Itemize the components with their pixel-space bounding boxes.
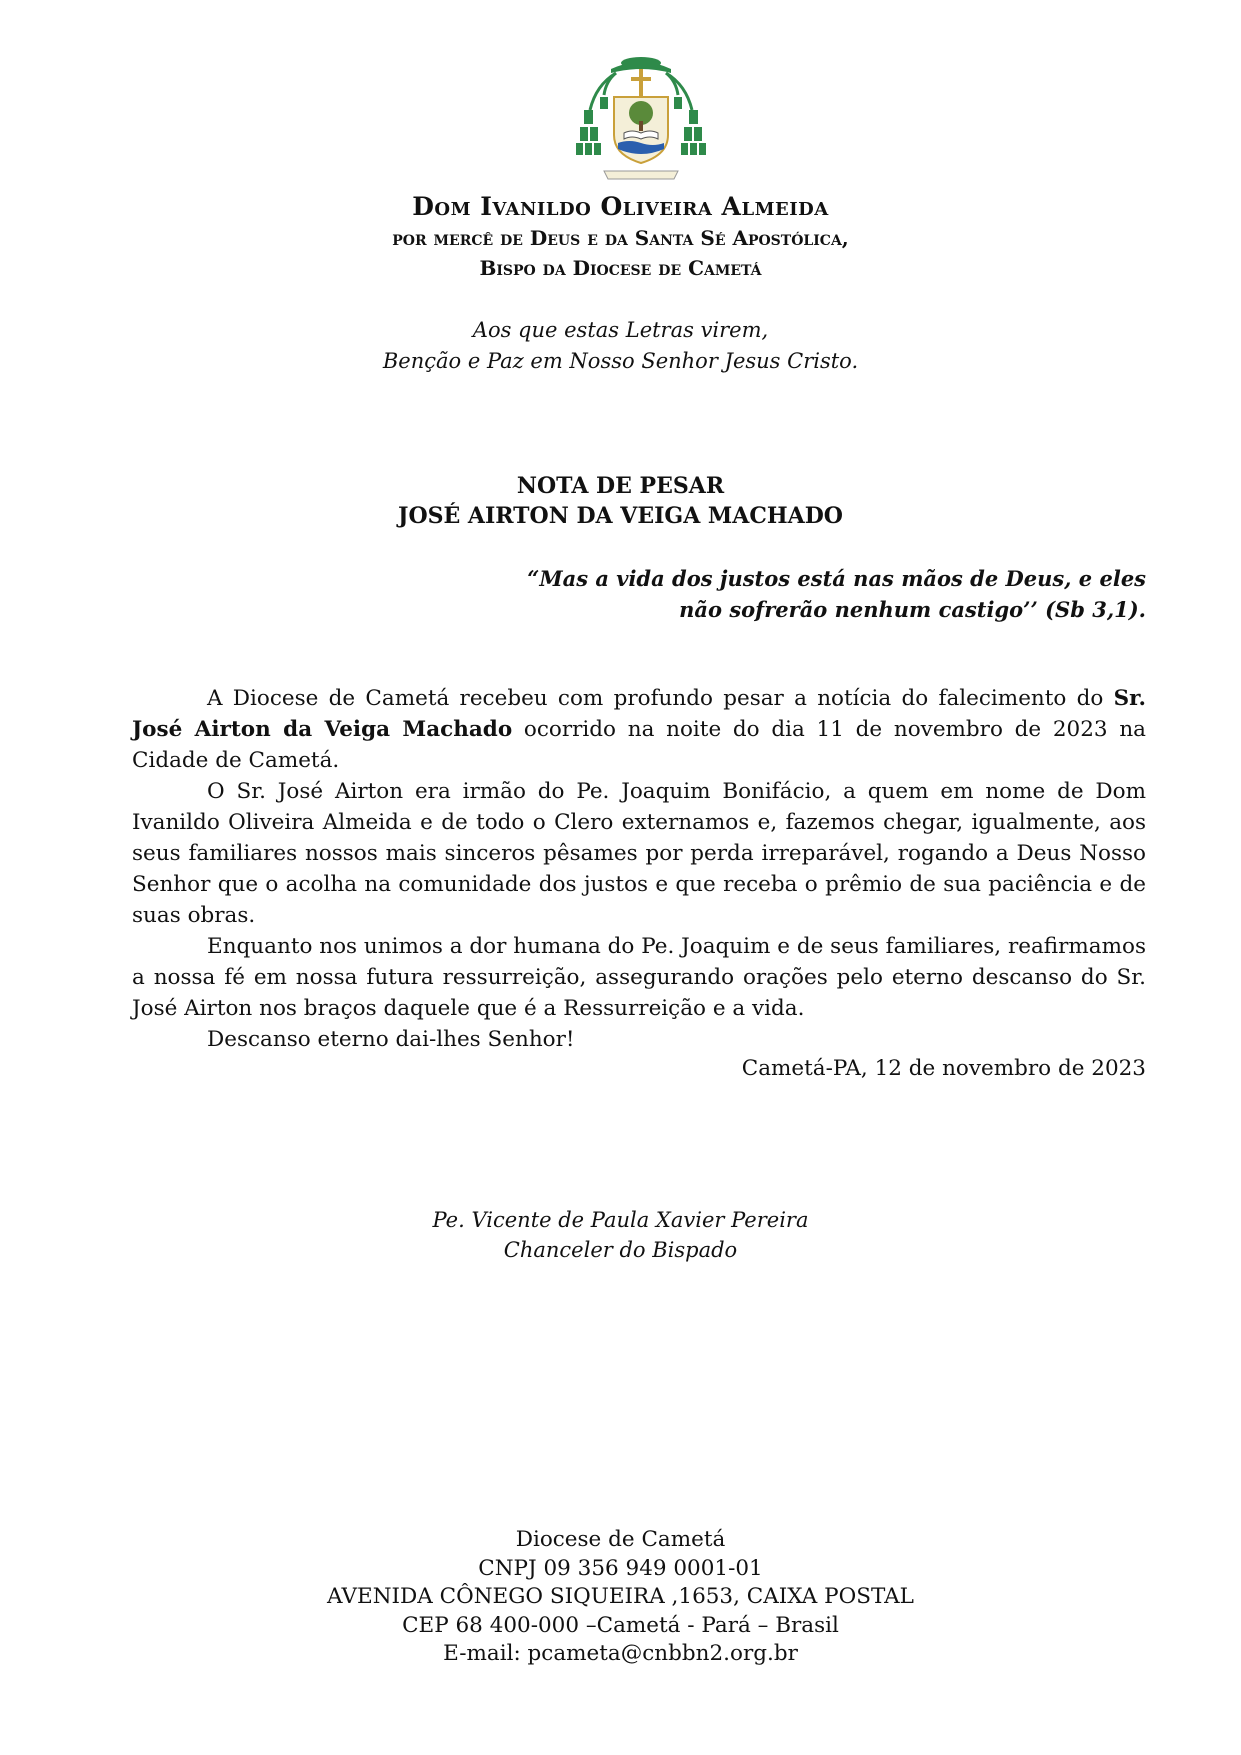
deceased-name-bold: Sr. José Airton da Veiga Machado: [132, 686, 1146, 742]
dateline: Cametá-PA, 12 de novembro de 2023: [741, 1056, 1146, 1081]
signatory-role: Chanceler do Bispado: [503, 1238, 738, 1262]
greeting-line-2: Benção e Paz em Nosso Senhor Jesus Cristo.: [382, 349, 859, 373]
paragraph-2: O Sr. José Airton era irmão do Pe. Joaquim Bonifácio, a quem em nome de Dom Ivanildo Oliveira Almeida e de todo o Clero externamos e, fazemos chegar, igualmente, aos seus familiares nossos mais sinceros pêsames por perda irreparável, rogando a Deus Nosso Senhor que o acolha na comunidade dos justos e que receba o prêmio de sua paciência e de suas obras.: [132, 779, 1146, 928]
greeting-line-1: Aos que estas Letras virem,: [472, 318, 769, 342]
epigraph-line-1: “Mas a vida dos justos está nas mãos de Deus, e eles: [527, 566, 1146, 591]
epigraph-quote: [426, 563, 1146, 625]
coat-of-arms-icon: [576, 55, 706, 185]
footer-line-4: CEP 68 400-000 –Cametá - Pará – Brasil: [402, 1612, 839, 1638]
paragraph-1: A Diocese de Cametá recebeu com profundo pesar a notícia do falecimento do Sr. José Airton da Veiga Machado ocorrido na noite do dia 11 de novembro de 2023 na Cidade de Cametá.: [132, 686, 1146, 773]
signatory-name: Pe. Vicente de Paula Xavier Pereira: [432, 1208, 809, 1232]
footer-email: E-mail: pcameta@cnbbn2.org.br: [443, 1641, 798, 1666]
footer-line-2: CNPJ 09 356 949 0001-01: [478, 1555, 763, 1581]
body-text: [132, 683, 1146, 1055]
paragraph-3: Enquanto nos unimos a dor humana do Pe. Joaquim e de seus familiares, reafirmamos a nossa fé em nossa futura ressurreição, assegurando orações pelo eterno descanso do Sr. José Airton nos braços daquele que é a Ressurreição e a vida.: [132, 934, 1146, 1021]
document-title: NOTA DE PESAR: [516, 473, 725, 499]
bishop-diocese-line: Bispo da Diocese de Cametá: [479, 256, 762, 280]
bishop-title-line: por mercê de Deus e da Santa Sé Apostólica,: [392, 226, 849, 250]
paragraph-4: Descanso eterno dai-lhes Senhor!: [207, 1027, 575, 1052]
footer-line-3: AVENIDA CÔNEGO SIQUEIRA ,1653, CAIXA POSTAL: [327, 1584, 914, 1609]
deceased-name-title: JOSÉ AIRTON DA VEIGA MACHADO: [398, 503, 843, 529]
epigraph-line-2: não sofrerão nenhum castigo’’ (Sb 3,1).: [679, 597, 1146, 622]
footer-line-1: Diocese de Cametá: [515, 1527, 726, 1552]
footer: [0, 1526, 1241, 1669]
bishop-name: Dom Ivanildo Oliveira Almeida: [412, 192, 829, 221]
